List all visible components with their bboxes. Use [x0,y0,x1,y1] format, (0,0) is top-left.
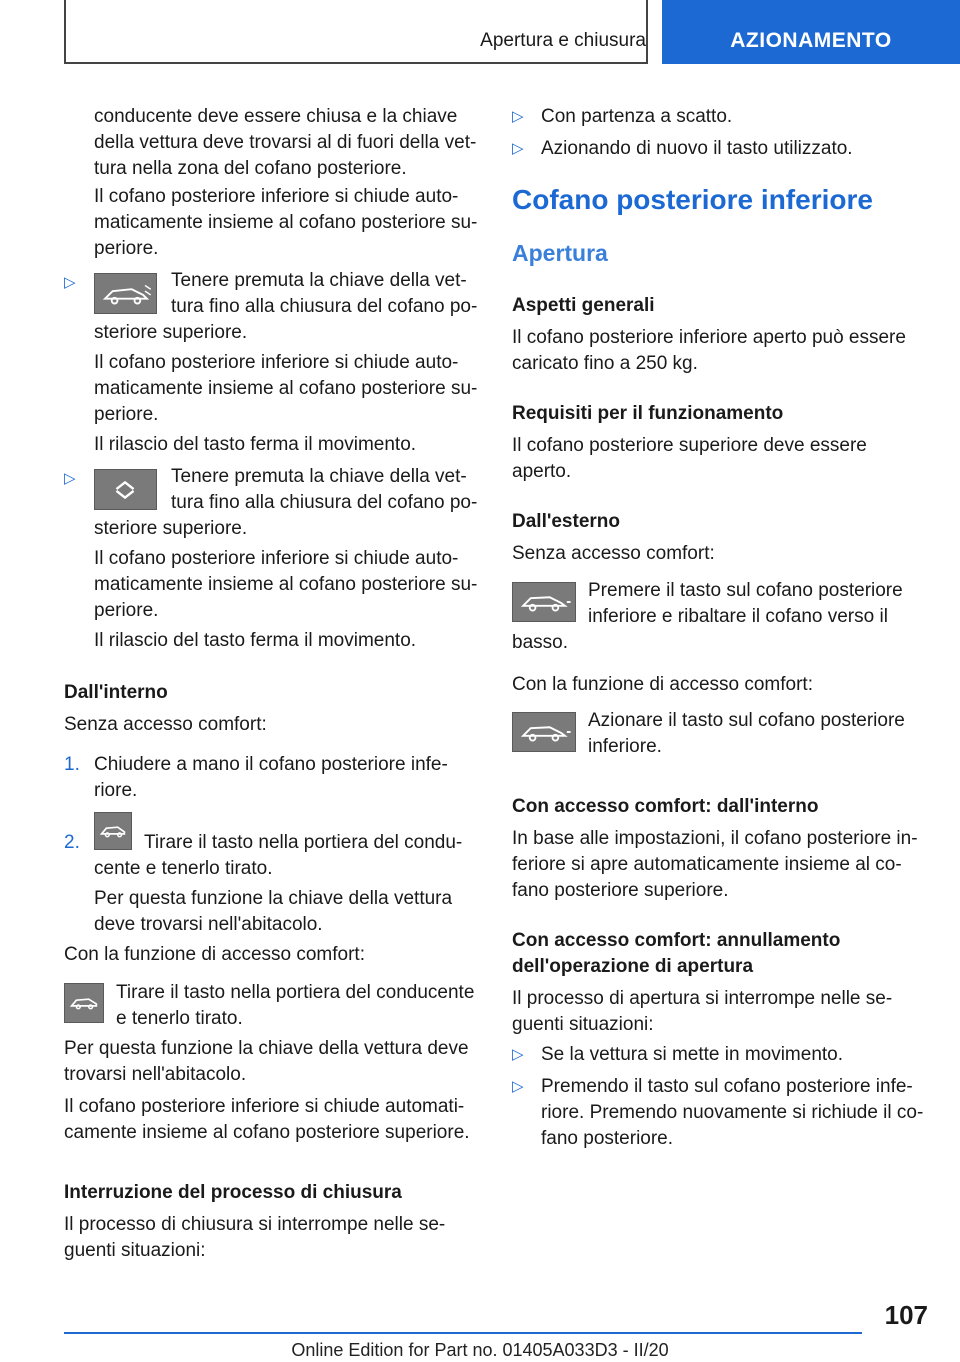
step-number: 1. [64,754,80,775]
text-line: tura fino alla chiusura del cofano po- [171,296,478,317]
text-line: Premere il tasto sul cofano posteriore [588,580,903,601]
subheading: Aspetti generali [512,295,655,316]
bullet-triangle: ▷ [64,274,76,291]
section-subheading: Apertura [512,240,608,266]
text-line: riore. [94,780,138,801]
text-line: Senza accesso comfort: [512,543,715,564]
bullet-triangle: ▷ [512,1078,524,1095]
subheading: Con accesso comfort: annullamento [512,930,841,951]
text-line: cente e tenerlo tirato. [94,858,273,879]
text-line: Il rilascio del tasto ferma il movimento. [94,434,417,455]
section-title: Apertura e chiusura [480,30,646,51]
text-line: aperto. [512,461,572,482]
text-line: Premendo il tasto sul cofano posteriore infe- [541,1076,913,1097]
footer-rule [64,1332,862,1334]
text-line: e tenerlo tirato. [116,1008,243,1029]
text-line: Tenere premuta la chiave della vet- [171,466,467,487]
section-heading: Cofano posteriore inferiore [512,184,873,215]
text-line: camente insieme al cofano posteriore superiore. [64,1122,470,1143]
text-line: Con la funzione di accesso comfort: [64,944,365,965]
text-line: maticamente insieme al cofano posteriore su- [94,378,478,399]
text-line: Tirare il tasto nella portiera del conducente [116,982,475,1003]
text-line: maticamente insieme al cofano posteriore su- [94,574,478,595]
text-line: Il cofano posteriore inferiore aperto può essere [512,327,906,348]
subheading: Interruzione del processo di chiusura [64,1182,402,1203]
text-line: Con partenza a scatto. [541,106,733,127]
door-button-icon [94,812,132,850]
text-line: Se la vettura si mette in movimento. [541,1044,844,1065]
text-line: Il cofano posteriore inferiore si chiude automati- [64,1096,465,1117]
text-line: trovarsi nell'abitacolo. [64,1064,247,1085]
subheading: Dall'esterno [512,511,620,532]
step-number: 2. [64,832,80,853]
subheading: Con accesso comfort: dall'interno [512,796,819,817]
text-line: Senza accesso comfort: [64,714,267,735]
text-line: basso. [512,632,568,653]
text-line: maticamente insieme al cofano posteriore su- [94,212,478,233]
car-lower-tailgate-icon [512,712,576,752]
chapter-tab: AZIONAMENTO [662,0,960,64]
diamond-arrow-icon [94,469,157,510]
bullet-triangle: ▷ [512,108,524,125]
bullet-triangle: ▷ [512,1046,524,1063]
text-line: Azionare il tasto sul cofano posteriore [588,710,905,731]
text-line: Chiudere a mano il cofano posteriore infe- [94,754,448,775]
text-line: inferiore e ribaltare il cofano verso il [588,606,888,627]
text-line: Il cofano posteriore inferiore si chiude auto- [94,352,459,373]
text-line: Per questa funzione la chiave della vettura deve [64,1038,469,1059]
bullet-triangle: ▷ [64,470,76,487]
text-line: guenti situazioni: [64,1240,206,1261]
subheading: dell'operazione di apertura [512,956,754,977]
text-line: Con la funzione di accesso comfort: [512,674,813,695]
text-line: conducente deve essere chiusa e la chiave [94,106,458,127]
text-line: riore. Premendo nuovamente si richiude il co- [541,1102,924,1123]
car-lower-tailgate-icon [512,582,576,622]
text-line: Il processo di chiusura si interrompe nelle se- [64,1214,446,1235]
footer-edition: Online Edition for Part no. 01405A033D3 - II/20 [291,1340,669,1360]
text-line: Il rilascio del tasto ferma il movimento. [94,630,417,651]
subheading: Dall'interno [64,682,168,703]
text-line: Il cofano posteriore inferiore si chiude auto- [94,548,459,569]
text-line: deve trovarsi nell'abitacolo. [94,914,323,935]
text-line: periore. [94,404,159,425]
text-line: Il cofano posteriore inferiore si chiude auto- [94,186,459,207]
car-tailgate-icon [94,273,157,314]
text-line: Il cofano posteriore superiore deve essere [512,435,867,456]
text-line: tura fino alla chiusura del cofano po- [171,492,478,513]
text-line: Per questa funzione la chiave della vettura [94,888,453,909]
text-line: della vettura deve trovarsi al di fuori della vet- [94,132,477,153]
text-line: Tirare il tasto nella portiera del condu- [144,832,463,853]
text-line: periore. [94,600,159,621]
bullet-triangle: ▷ [512,140,524,157]
text-line: guenti situazioni: [512,1014,654,1035]
text-line: inferiore. [588,736,662,757]
text-line: steriore superiore. [94,322,248,343]
text-line: In base alle impostazioni, il cofano posteriore in- [512,828,918,849]
text-line: feriore si apre automaticamente insieme al co- [512,854,902,875]
text-line: Tenere premuta la chiave della vet- [171,270,467,291]
text-line: caricato fino a 250 kg. [512,353,698,374]
text-line: tura nella zona del cofano posteriore. [94,158,407,179]
text-line: steriore superiore. [94,518,248,539]
page-number: 107 [884,1300,928,1330]
subheading: Requisiti per il funzionamento [512,403,784,424]
text-line: Il processo di apertura si interrompe nelle se- [512,988,893,1009]
text-line: periore. [94,238,159,259]
text-line: fano posteriore superiore. [512,880,729,901]
door-button-icon [64,983,104,1023]
text-line: Azionando di nuovo il tasto utilizzato. [541,138,853,159]
text-line: fano posteriore. [541,1128,674,1149]
